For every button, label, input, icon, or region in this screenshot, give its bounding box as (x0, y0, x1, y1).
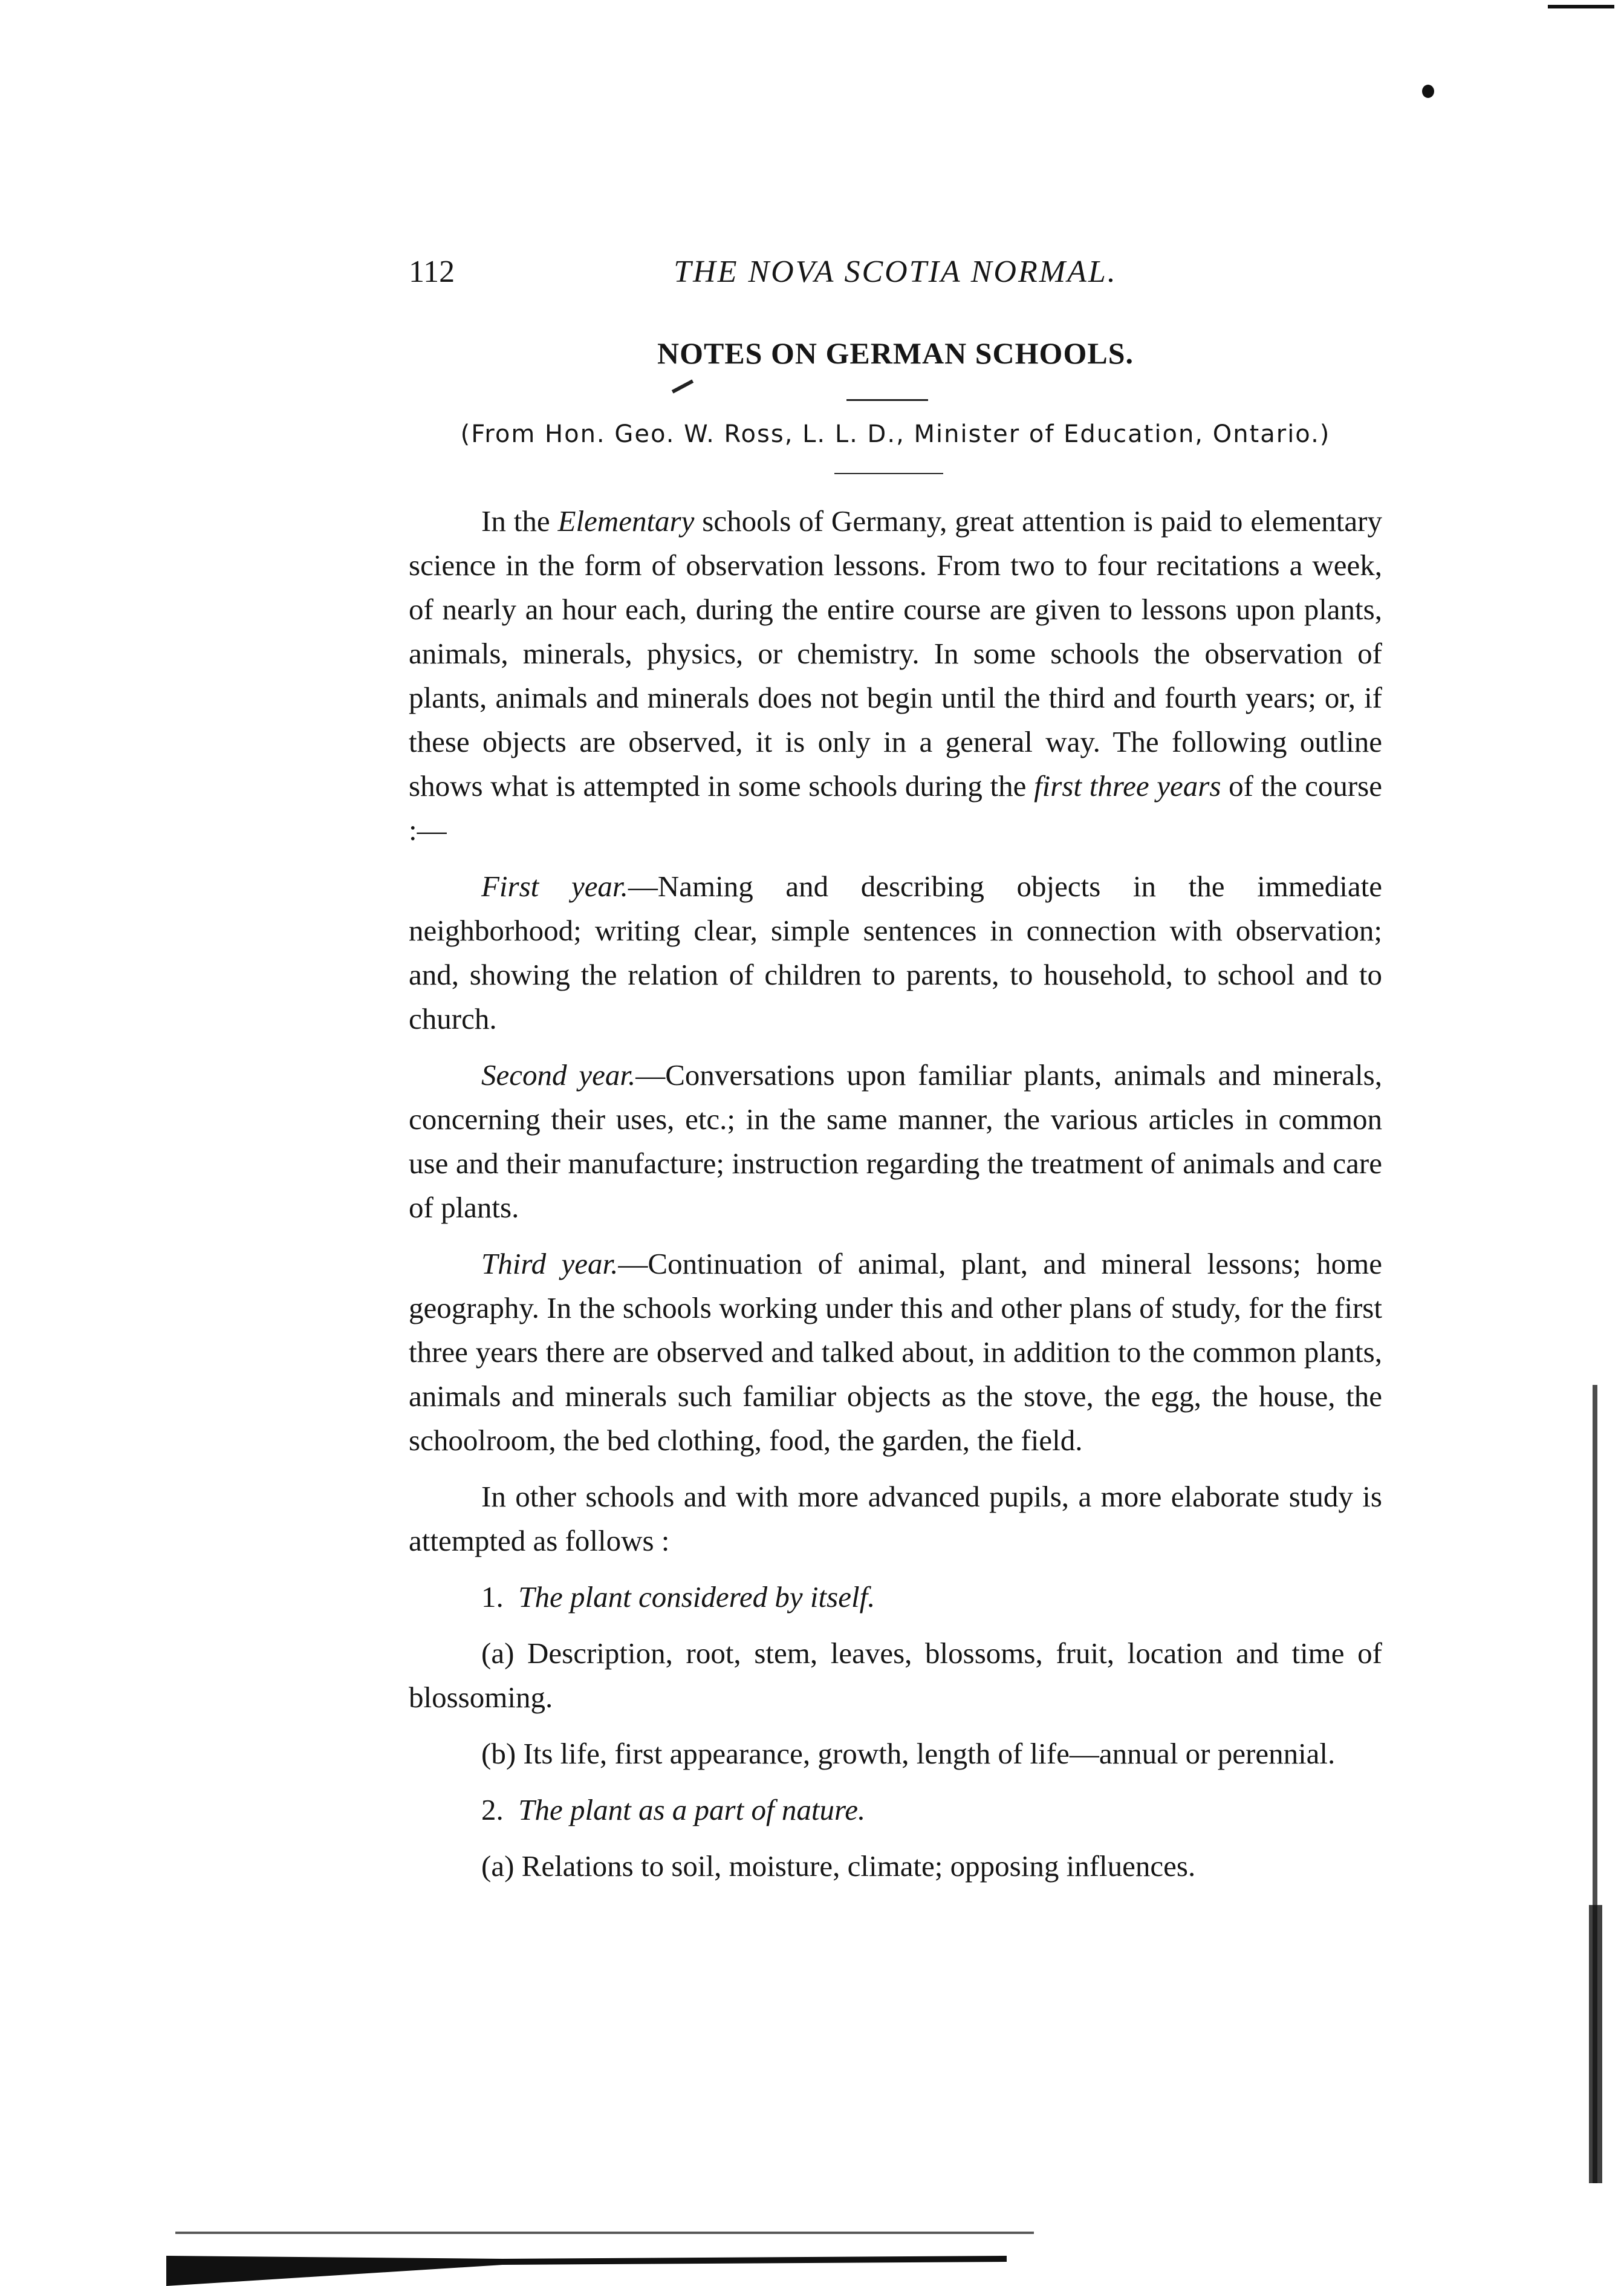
advanced-study-paragraph: In other schools and with more advanced pupils, a more elaborate study is attempted as follows : (409, 1480, 1382, 1557)
byline-rule (834, 473, 943, 474)
second-year-label: Second year. (481, 1058, 636, 1092)
intro-text-body: schools of Germany, great attention is paid to elementary science in the form of observation lessons. From two to four recitations a week, of nearly an hour each, during the entire course are given to lessons upon plants, animals, minerals, physics, or chemistry. In some schools the observation of plants, animals and minerals does not begin until the third and fourth years; or, if these objects are observed, it is only in a general way. The following outline shows what is attempted in some schools during the (409, 504, 1382, 803)
title-rule (846, 399, 928, 401)
scan-dot-top-right (1422, 85, 1434, 98)
second-year-text: —Conversations upon familiar plants, animals and minerals, concerning their uses, etc.; in the same manner, the various articles in common use and their manufacture; instruction regarding the treatment of animals and care of plants. (409, 1058, 1382, 1224)
third-year-text: —Continuation of animal, plant, and mineral lessons; home geography. In the schools working under this and other plans of study, for the first three years there are observed and talked about, in addition to the common plants, animals and minerals such familiar objects as the stove, the egg, the house, the schoolroom, the bed clothing, food, the garden, the field. (409, 1247, 1382, 1457)
intro-paragraph (409, 499, 1382, 852)
first-year-label: First year. (481, 870, 628, 903)
item-1-number: 1. (481, 1580, 504, 1614)
scan-mark-top-right (1548, 5, 1614, 8)
item-2-heading: The plant as a part of nature. (518, 1793, 866, 1826)
first-year-paragraph (409, 864, 1382, 1041)
intro-emphasis-first-three-years: first three years (1034, 769, 1221, 803)
second-year-paragraph (409, 1053, 1382, 1229)
running-title: THE NOVA SCOTIA NORMAL. (674, 255, 1117, 289)
scan-bar-bottom (166, 2256, 1007, 2286)
article-title: NOTES ON GERMAN SCHOOLS. (657, 336, 1134, 370)
item-2 (409, 1788, 1382, 1832)
item-2-number: 2. (481, 1793, 504, 1826)
item-1 (409, 1575, 1382, 1619)
title-mark (672, 379, 693, 393)
third-year-label: Third year. (481, 1247, 619, 1280)
first-year-text: —Naming and describing objects in the immediate neighborhood; writing clear, simple sentences in connection with observation; and, showing the relation of children to parents, to household, to school and to church. (409, 870, 1382, 1035)
third-year-paragraph (409, 1242, 1382, 1462)
item-1-heading: The plant considered by itself. (518, 1580, 875, 1614)
item-2a: (a) Relations to soil, moisture, climate; opposing influences. (481, 1849, 1196, 1883)
intro-emphasis-elementary: Elementary (557, 504, 695, 538)
item-1a: (a) Description, root, stem, leaves, blossoms, fruit, location and time of blossoming. (409, 1636, 1382, 1714)
scan-edge-right-lower (1589, 1905, 1602, 2183)
intro-text-start: In the (481, 504, 558, 538)
article-body (409, 499, 1382, 1900)
byline: (From Hon. Geo. W. Ross, L. L. D., Minister of Education, Ontario.) (460, 420, 1331, 448)
item-1b: (b) Its life, first appearance, growth, length of life—annual or perennial. (481, 1737, 1336, 1770)
page-header (409, 254, 1382, 296)
intro-text-tail: of the course :— (409, 769, 1382, 847)
scan-rule-bottom (175, 2232, 1034, 2234)
page-number: 112 (409, 255, 455, 289)
